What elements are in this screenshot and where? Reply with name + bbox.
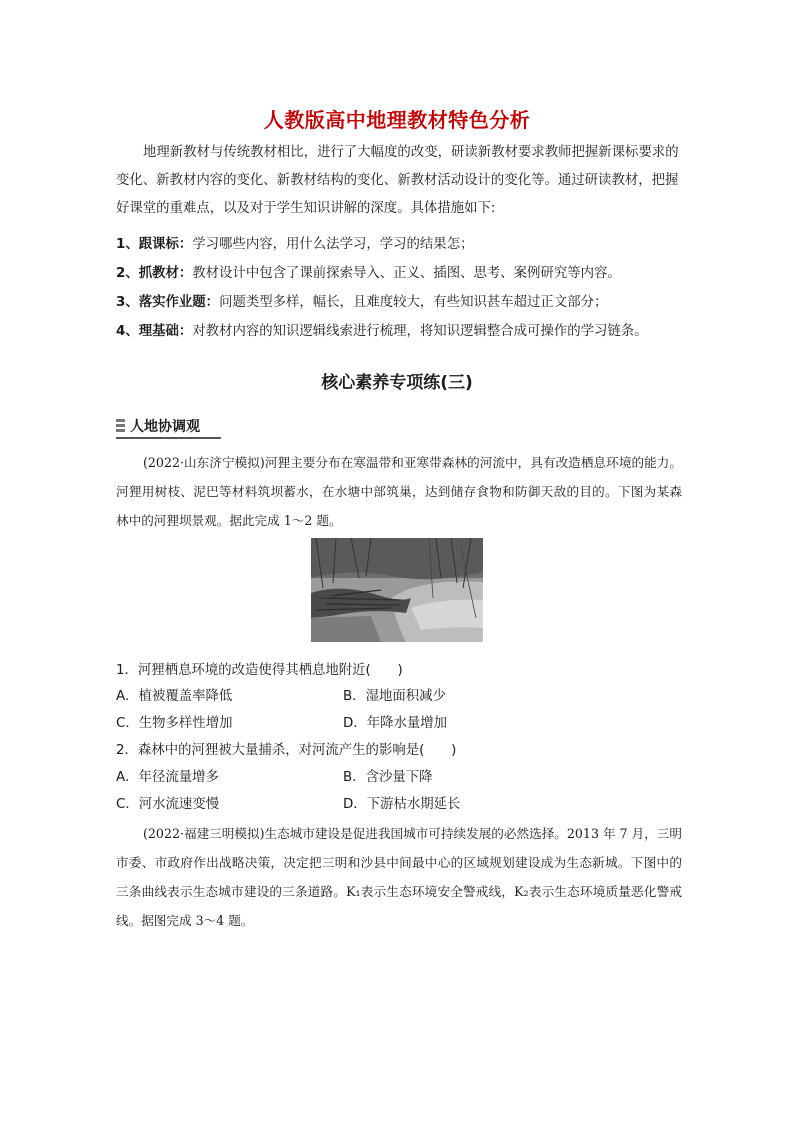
document-title: 人教版高中地理教材特色分析 — [263, 108, 531, 132]
section-underline — [116, 437, 221, 439]
section-bars-icon — [116, 418, 125, 434]
passage-beaver: (2022·山东济宁模拟)河狸主要分布在寒温带和亚寒带森林的河流中，具有改造栖息环境的能力。河狸用树枝、泥巴等材料筑坝蓄水，在水塘中部筑巢，达到储存食物和防御天敌的目的。下图为某森林中的河狸坝景观。据此完成 1～2 题。 — [116, 455, 682, 528]
measure-text: 对教材内容的知识逻辑线索进行梳理，将知识逻辑整合成可操作的学习链条。 — [192, 324, 648, 339]
intro-paragraph: 地理新教材与传统教材相比，进行了大幅度的改变，研读新教材要求教师把握新课标要求的变化、新教材内容的变化、新教材结构的变化、新教材活动设计的变化等。通过研读教材，把握好课堂的重难点，以及对于学生知识讲解的深度。具体措施如下: — [116, 145, 679, 216]
passage-eco-city: (2022·福建三明模拟)生态城市建设是促进我国城市可持续发展的必然选择。2013 年 7 月，三明市委、市政府作出战略决策，决定把三明和沙县中间最中心的区域规划建设成为生态新城。下图中的三条曲线表示生态城市建设的三条道路。K₁表示生态环境安全警戒线，K₂表示生态环境质量恶化警戒线。据图完成 3～4 题。 — [116, 826, 682, 928]
question-2-option-d[interactable]: D．下游枯水期延长 — [343, 797, 461, 812]
beaver-dam-photo-graphic — [311, 538, 483, 642]
measure-item-4 — [116, 320, 682, 339]
measure-label: 2、抓教材： — [116, 266, 193, 281]
question-1-option-d[interactable]: D．年降水量增加 — [343, 716, 448, 731]
measure-label: 1、跟课标： — [116, 237, 193, 252]
section-marker — [116, 416, 200, 436]
section-label: 人地协调观 — [130, 419, 200, 435]
question-2-option-a[interactable]: A．年径流量增多 — [116, 770, 219, 785]
measure-item-2 — [116, 262, 682, 281]
measure-text: 教材设计中包含了课前探索导入、正义、插图、思考、案例研究等内容。 — [192, 266, 621, 281]
question-1-option-b[interactable]: B．湿地面积减少 — [343, 689, 446, 704]
measure-item-1 — [116, 233, 682, 252]
question-2-option-b[interactable]: B．含沙量下降 — [343, 770, 433, 785]
question-2-option-c[interactable]: C．河水流速变慢 — [116, 797, 220, 812]
measure-text: 学习哪些内容，用什么法学习，学习的结果怎； — [192, 237, 474, 252]
measure-label: 3、落实作业题： — [116, 295, 220, 310]
question-1-option-c[interactable]: C．生物多样性增加 — [116, 716, 233, 731]
section-heading: 核心素养专项练(三) — [321, 373, 473, 393]
question-2-stem: 2．森林中的河狸被大量捕杀，对河流产生的影响是( ) — [116, 743, 457, 758]
measure-item-3 — [116, 291, 682, 310]
question-1-option-a[interactable]: A．植被覆盖率降低 — [116, 689, 233, 704]
measure-text: 问题类型多样，幅长，且难度较大，有些知识甚车超过正文部分； — [219, 295, 608, 310]
measure-label: 4、理基础： — [116, 324, 193, 339]
beaver-dam-photo — [311, 538, 483, 642]
question-1-stem: 1．河狸栖息环境的改造使得其栖息地附近( ) — [116, 663, 403, 678]
